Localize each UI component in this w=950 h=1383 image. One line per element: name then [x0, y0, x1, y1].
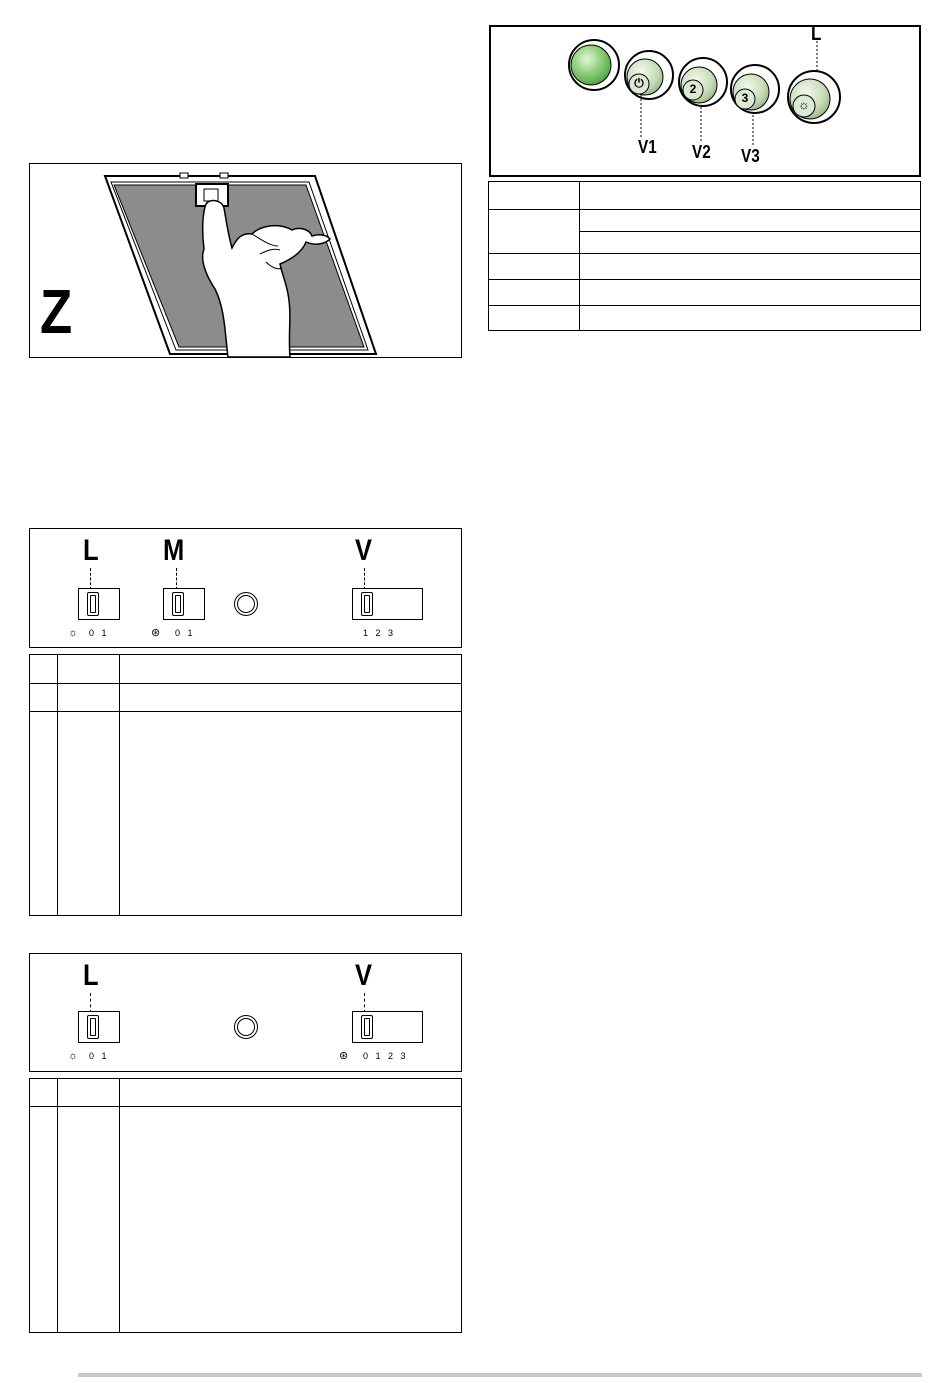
light-switch[interactable]	[78, 588, 120, 620]
table-row	[489, 280, 921, 306]
label-m: M	[163, 534, 185, 567]
indicator-light	[234, 1015, 258, 1039]
table-row	[489, 254, 921, 280]
table-row	[30, 684, 462, 712]
label-l: L	[83, 959, 99, 992]
slider-panel-lv	[29, 953, 462, 1072]
table-row	[30, 712, 462, 916]
knob-1-symbol: ⏻	[634, 76, 644, 90]
light-scale: 0 1	[89, 1051, 107, 1061]
speed-scale: 1 2 3	[363, 628, 394, 638]
knob-light-symbol: ☼	[798, 97, 810, 112]
fan-icon: ⊛	[339, 1050, 349, 1062]
knob-label-v3: V3	[741, 146, 760, 166]
light-switch[interactable]	[78, 1011, 120, 1043]
table-row	[489, 306, 921, 331]
table-row	[489, 182, 921, 210]
knob-label-l: L	[811, 23, 822, 45]
indicator-light	[234, 592, 258, 616]
speed-switch[interactable]	[352, 588, 423, 620]
speed-scale: 0 1 2 3	[363, 1051, 406, 1061]
knob-legend-table	[488, 181, 921, 331]
table-row	[30, 655, 462, 684]
table-row	[30, 1107, 462, 1333]
speed-switch[interactable]	[352, 1011, 423, 1043]
footer-rule	[78, 1373, 922, 1377]
knob-label-v2: V2	[692, 142, 711, 162]
knob-control-panel	[489, 25, 921, 177]
motor-scale: 0 1	[175, 628, 193, 638]
label-v: V	[355, 534, 373, 567]
label-v: V	[355, 959, 373, 992]
lv-legend-table	[29, 1078, 462, 1333]
lmv-legend-table	[29, 654, 462, 916]
knob-label-v1: V1	[638, 137, 657, 157]
slider-panel-lmv	[29, 528, 462, 648]
knob-3-symbol: 3	[741, 91, 749, 105]
knob-2-symbol: 2	[689, 82, 697, 96]
table-row	[30, 1079, 462, 1107]
label-l: L	[83, 534, 99, 567]
motor-switch[interactable]	[163, 588, 205, 620]
table-row	[489, 210, 921, 232]
light-icon: ☼	[68, 627, 79, 639]
light-icon: ☼	[68, 1050, 79, 1062]
fan-icon: ⊛	[151, 627, 161, 639]
figure-z-label: Z	[40, 278, 73, 347]
light-scale: 0 1	[89, 628, 107, 638]
figure-z-frame	[29, 163, 462, 358]
